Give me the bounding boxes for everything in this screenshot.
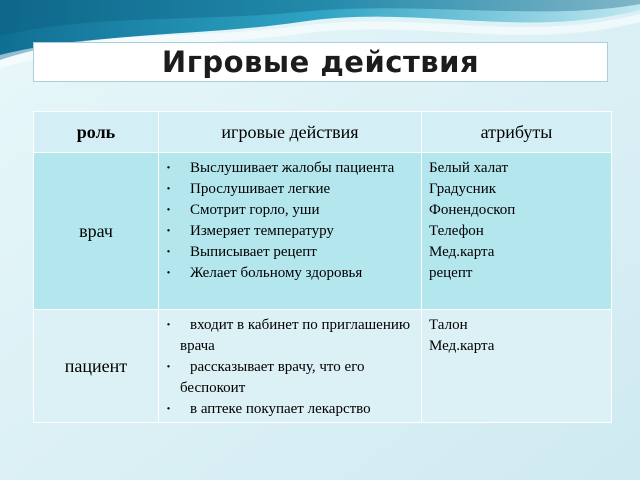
actions-cell <box>159 153 422 310</box>
column-header-attributes: атрибуты <box>422 112 612 153</box>
action-item: · Желает больному здоровья <box>180 263 414 284</box>
attribute-item: Талон <box>429 317 468 333</box>
action-item: · в аптеке покупает лекарство <box>180 399 414 420</box>
table-row-patient <box>34 310 612 423</box>
actions-cell <box>159 310 422 423</box>
role-cell: пациент <box>34 310 159 423</box>
action-item: · Смотрит горло, уши <box>180 200 414 221</box>
attribute-item: Мед.карта <box>429 244 495 260</box>
action-item: · Прослушивает легкие <box>180 179 414 200</box>
page-title: Игровые действия <box>161 45 480 79</box>
table-header-row <box>34 112 612 153</box>
action-item: · Выслушивает жалобы пациента <box>180 158 414 179</box>
table-row-doctor <box>34 153 612 310</box>
attributes-list <box>423 154 610 284</box>
action-item: · входит в кабинет по приглашению врача <box>180 315 414 357</box>
action-item: · Выписывает рецепт <box>180 242 414 263</box>
title-banner <box>33 42 608 82</box>
attribute-item: рецепт <box>429 265 473 281</box>
attributes-list <box>423 311 610 357</box>
column-header-actions: игровые действия <box>159 112 422 153</box>
role-cell: врач <box>34 153 159 310</box>
role-table <box>33 111 612 423</box>
actions-list <box>160 154 420 284</box>
column-header-role: роль <box>34 112 159 153</box>
attribute-item: Телефон <box>429 223 484 239</box>
attribute-item: Градусник <box>429 181 497 197</box>
action-item: · рассказывает врачу, что его беспокоит <box>180 357 414 399</box>
actions-list <box>160 311 420 420</box>
attribute-item: Белый халат <box>429 160 509 176</box>
attributes-cell <box>422 310 612 423</box>
attributes-cell <box>422 153 612 310</box>
attribute-item: Мед.карта <box>429 338 495 354</box>
attribute-item: Фонендоскоп <box>429 202 516 218</box>
action-item: · Измеряет температуру <box>180 221 414 242</box>
